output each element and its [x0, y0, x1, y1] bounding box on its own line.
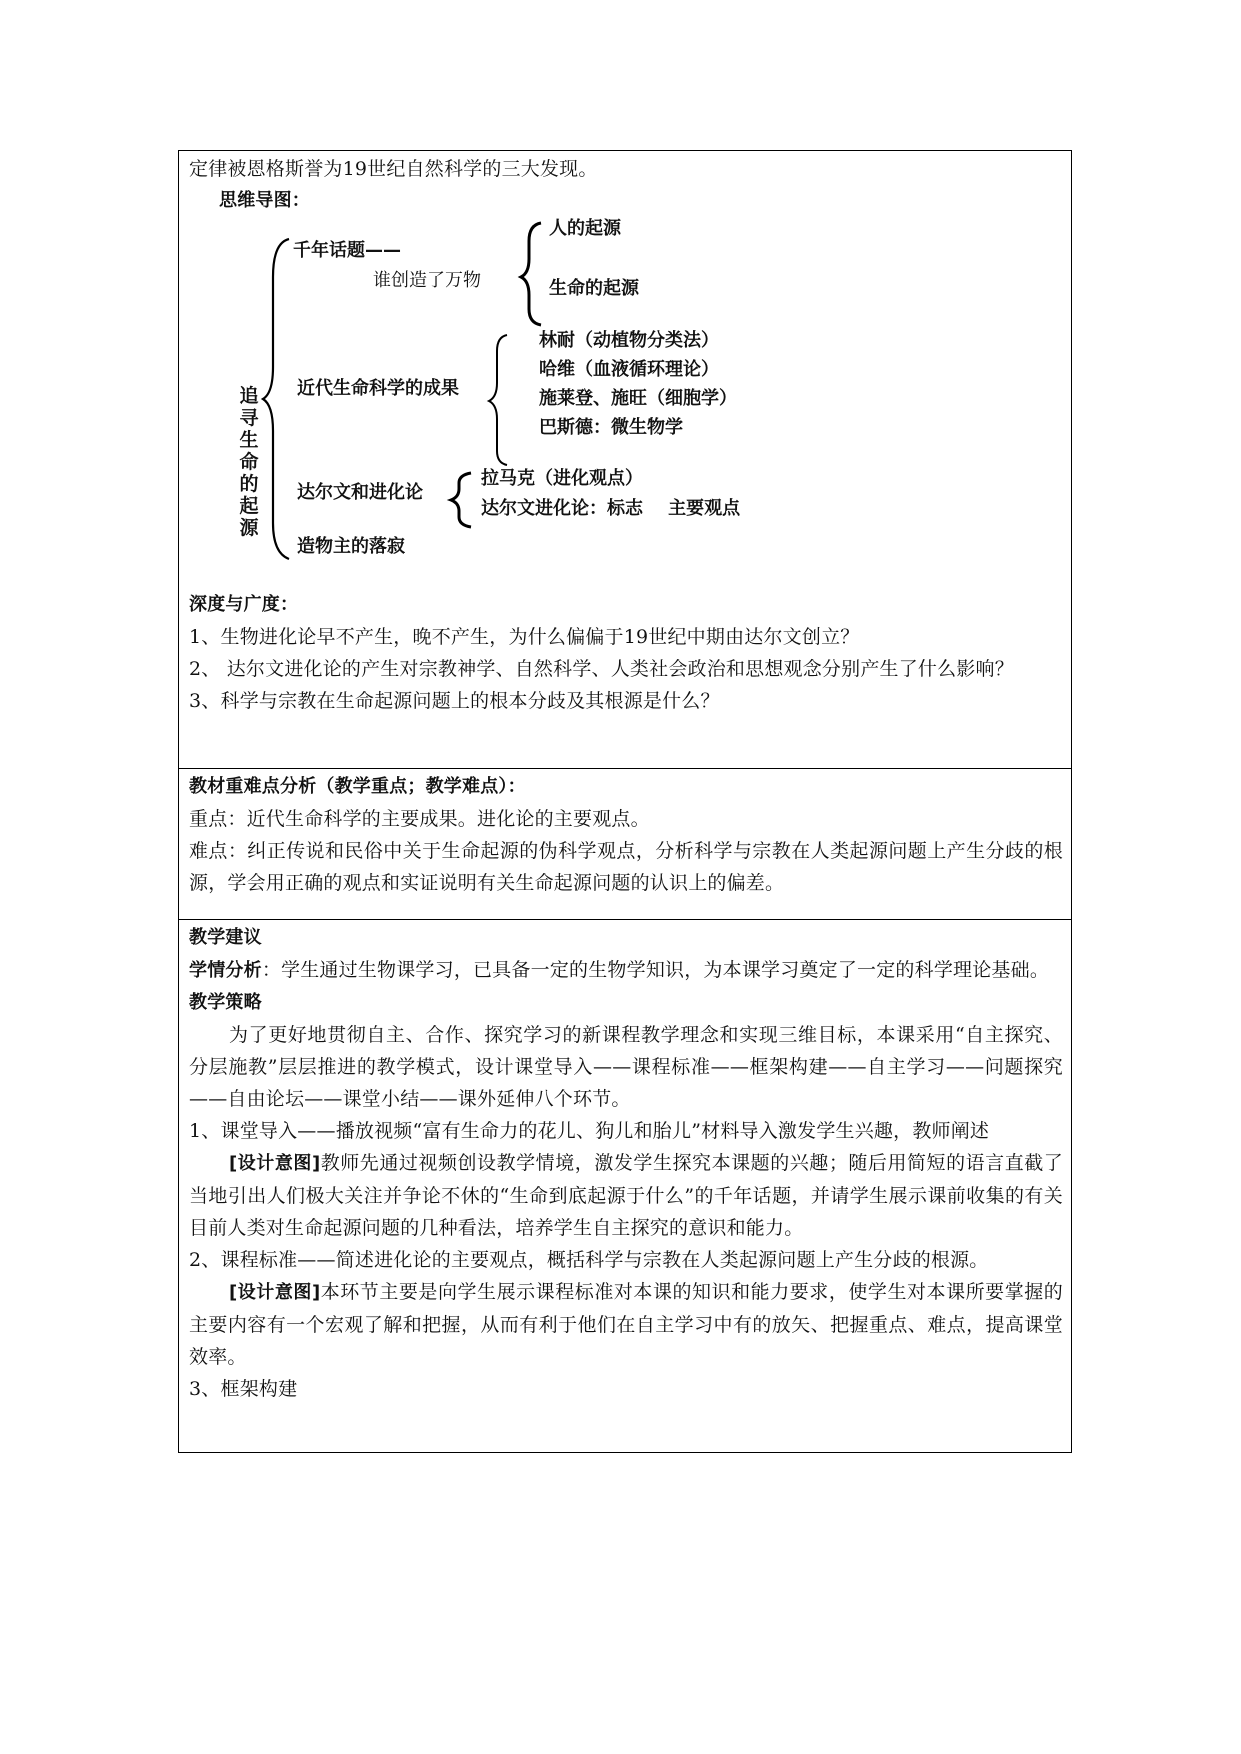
branch1-label-a: 千年话题——: [293, 240, 401, 261]
mindmap: [189, 217, 1063, 589]
key-points-cell: [179, 769, 1071, 920]
design-1-paragraph: [189, 1147, 1063, 1244]
design-label-2: [设计意图]: [229, 1282, 321, 1303]
intro-line: 定律被恩格斯誉为19世纪自然科学的三大发现。: [189, 158, 598, 180]
branch3-brace: [451, 473, 471, 527]
analysis-paragraph: [189, 954, 1063, 987]
design-1-text: 教师先通过视频创设教学情境，激发学生探究本课题的兴趣；随后用简短的语言直截了当地引出人们极大关注并争论不休的“生命到底起源于什么”的千年话题，并请学生展示课前收集的有关目前人类对生命起源问题的几种看法，培养学生自主探究的意识和能力。: [189, 1152, 1063, 1239]
difficulty: 难点：纠正传说和民俗中关于生命起源的伪科学观点，分析科学与宗教在人类起源问题上产生分歧的根源，学会用正确的观点和实证说明有关生命起源问题的认识上的偏差。: [189, 840, 1063, 894]
root-node: 追寻生命的起源: [239, 385, 259, 539]
step-1: 1、课堂导入——播放视频“富有生命力的花儿、狗儿和胎儿”材料导入激发学生兴趣，教师阐述: [189, 1120, 990, 1142]
design-label-1: [设计意图]: [229, 1153, 321, 1174]
lesson-table: [178, 150, 1072, 1453]
teaching-suggestions-cell: [179, 920, 1071, 1452]
step-3: 3、框架构建: [189, 1378, 298, 1400]
branch3-label: 达尔文和进化论: [297, 482, 423, 503]
branch1-child-2: 生命的起源: [549, 278, 639, 299]
question-3: 3、科学与宗教在生命起源问题上的根本分歧及其根源是什么？: [189, 690, 720, 712]
branch2-brace: [489, 335, 507, 465]
suggestions-title: 教学建议: [189, 927, 262, 948]
analysis-text: ：学生通过生物课学习，已具备一定的生物学知识，为本课学习奠定了一定的科学理论基础。: [261, 959, 1050, 981]
step-2: 2、课程标准——简述进化论的主要观点，概括科学与宗教在人类起源问题上产生分歧的根源。: [189, 1249, 989, 1271]
root-brace: [263, 239, 289, 559]
key-points-title: 教材重难点分析（教学重点；教学难点）：: [189, 776, 526, 797]
question-2: 2、 达尔文进化论的产生对宗教神学、自然科学、人类社会政治和思想观念分别产生了什么影响？: [189, 658, 1014, 680]
key-point: 重点：近代生命科学的主要成果。进化论的主要观点。: [189, 808, 650, 830]
branch2-child-4: 巴斯德：微生物学: [539, 417, 683, 438]
design-2-paragraph: [189, 1276, 1063, 1373]
strategy-text: 为了更好地贯彻自主、合作、探究学习的新课程教学理念和实现三维目标，本课采用“自主探究、分层施教”层层推进的教学模式，设计课堂导入——课程标准——框架构建——自主学习——问题探究——自由论坛——课堂小结——课外延伸八个环节。: [189, 1024, 1063, 1110]
branch4-label: 造物主的落寂: [297, 536, 405, 557]
branch2-child-1: 林耐（动植物分类法）: [539, 330, 719, 351]
branch2-label: 近代生命科学的成果: [297, 378, 459, 399]
depth-title: 深度与广度：: [189, 594, 299, 615]
question-1: 1、生物进化论早不产生，晚不产生，为什么偏偏于19世纪中期由达尔文创立？: [189, 626, 860, 648]
mindmap-cell: [179, 151, 1071, 769]
branch2-child-2: 哈维（血液循环理论）: [539, 359, 719, 380]
branch3-child-2: 达尔文进化论：标志 主要观点: [481, 498, 741, 519]
branch2-child-3: 施莱登、施旺（细胞学）: [539, 388, 737, 409]
branch3-child-1: 拉马克（进化观点）: [481, 468, 643, 489]
branch1-brace: [521, 223, 541, 325]
branch1-child-1: 人的起源: [549, 218, 621, 239]
mindmap-title: 思维导图：: [219, 190, 310, 211]
design-2-text: 本环节主要是向学生展示课程标准对本课的知识和能力要求，使学生对本课所要掌握的主要内容有一个宏观了解和把握，从而有利于他们在自主学习中有的放矢、把握重点、难点，提高课堂效率。: [189, 1281, 1063, 1368]
analysis-label: 学情分析: [189, 960, 262, 981]
branch1-label-b: 谁创造了万物: [373, 270, 481, 291]
strategy-title: 教学策略: [189, 992, 262, 1013]
